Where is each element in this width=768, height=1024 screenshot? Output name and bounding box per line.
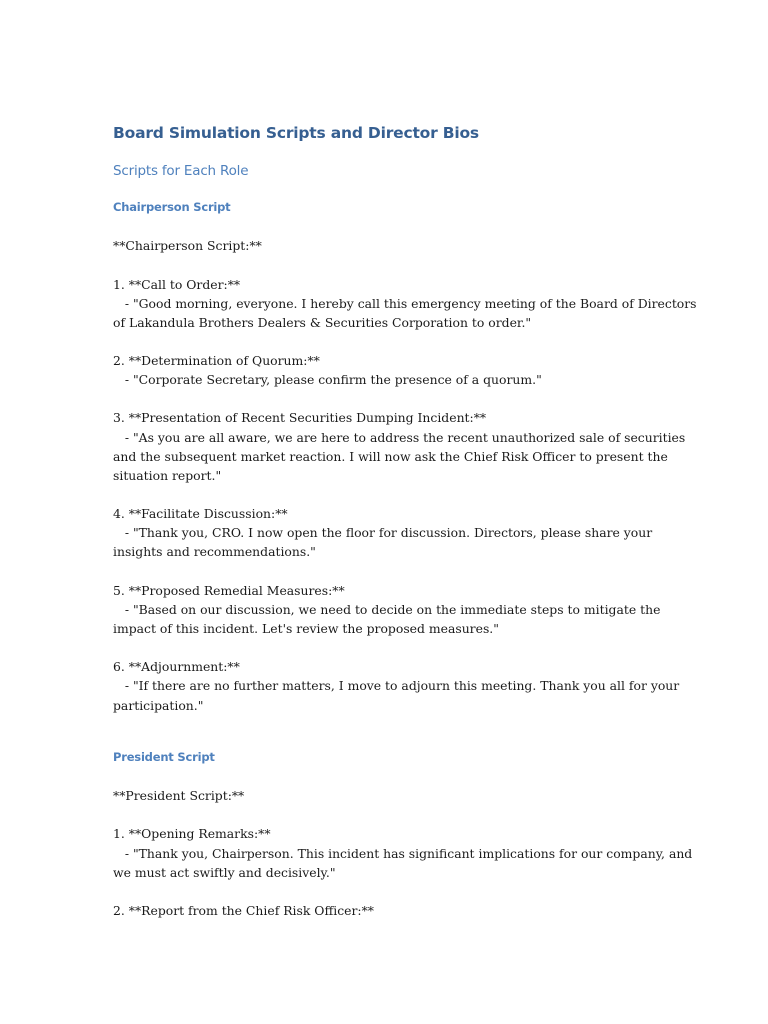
script-line: of Lakandula Brothers Dealers & Securities Corporation to order." xyxy=(113,315,532,330)
script-line: - "Thank you, CRO. I now open the floor for discussion. Directors, please share your xyxy=(113,525,653,540)
script-line: we must act swiftly and decisively." xyxy=(113,865,336,880)
script-line: **Chairperson Script:** xyxy=(113,238,262,253)
script-line: - "Based on our discussion, we need to decide on the immediate steps to mitigate the xyxy=(113,602,661,617)
script-line: - "Corporate Secretary, please confirm the presence of a quorum." xyxy=(113,372,542,387)
script-line: 6. **Adjournment:** xyxy=(113,659,240,674)
section-heading: Scripts for Each Role xyxy=(113,163,249,179)
script-line: impact of this incident. Let's review the proposed measures." xyxy=(113,621,499,636)
document-title: Board Simulation Scripts and Director Bios xyxy=(113,124,479,142)
script-line: - "Thank you, Chairperson. This incident has significant implications for our company, and xyxy=(113,846,693,861)
script-line: 5. **Proposed Remedial Measures:** xyxy=(113,583,345,598)
script-line: 2. **Determination of Quorum:** xyxy=(113,353,320,368)
script-line: - "As you are all aware, we are here to address the recent unauthorized sale of securities xyxy=(113,430,686,445)
script-line: **President Script:** xyxy=(113,788,245,803)
script-line: 3. **Presentation of Recent Securities Dumping Incident:** xyxy=(113,410,487,425)
script-line: 4. **Facilitate Discussion:** xyxy=(113,506,288,521)
chairperson-script-heading: Chairperson Script xyxy=(113,200,231,214)
script-line: 1. **Opening Remarks:** xyxy=(113,826,271,841)
script-line: participation." xyxy=(113,698,204,713)
script-line: - "If there are no further matters, I move to adjourn this meeting. Thank you all for your xyxy=(113,678,680,693)
script-line: situation report." xyxy=(113,468,222,483)
script-line: 1. **Call to Order:** xyxy=(113,277,241,292)
script-line: 2. **Report from the Chief Risk Officer:** xyxy=(113,903,374,918)
script-line: and the subsequent market reaction. I will now ask the Chief Risk Officer to present the xyxy=(113,449,668,464)
script-line: - "Good morning, everyone. I hereby call this emergency meeting of the Board of Directors xyxy=(113,296,697,311)
script-line: insights and recommendations." xyxy=(113,544,316,559)
president-script-heading: President Script xyxy=(113,750,215,764)
